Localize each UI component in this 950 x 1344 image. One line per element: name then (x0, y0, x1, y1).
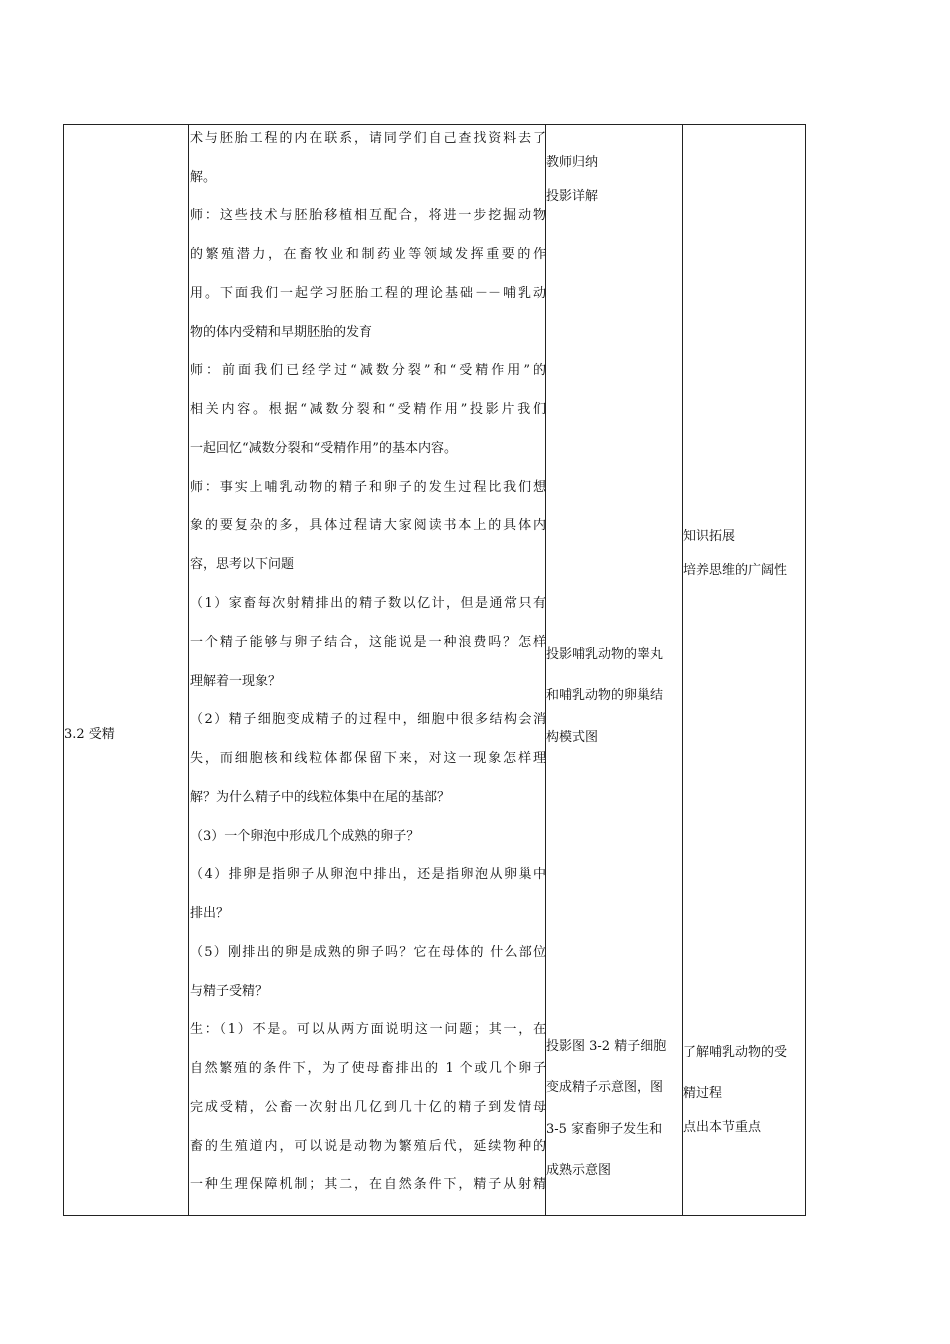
intent-line: 精过程 (683, 1086, 723, 1101)
activity-line: 投影详解 (546, 189, 599, 204)
intent-line: 培养思维的广阔性 (683, 563, 788, 578)
content-line: 理解着一现象？ (190, 674, 282, 689)
teacher-activity (546, 125, 683, 1215)
content-line: 一起回忆“减数分裂和“受精作用”的基本内容。 (190, 441, 457, 456)
content-line: 完成受精，公畜一次射出几亿到几十亿的精子到发情母 (190, 1100, 546, 1115)
content-line: 用。下面我们一起学习胚胎工程的理论基础－－哺乳动 (190, 286, 546, 301)
content-line: 一种生理保障机制；其二，在自然条件下，精子从射精 (190, 1177, 546, 1192)
content-line: 师：前面我们已经学过“减数分裂”和“受精作用”的 (190, 363, 546, 378)
content-line: 自然繁殖的条件下，为了使母畜排出的 1 个或几个卵子 (190, 1061, 546, 1076)
content-line: 的繁殖潜力，在畜牧业和制药业等领域发挥重要的作 (190, 247, 546, 262)
activity-line: 和哺乳动物的卵巢结 (546, 688, 664, 703)
activity-line: 3-5 家畜卵子发生和 (546, 1122, 663, 1137)
content-line: 排出？ (190, 906, 230, 921)
content-line: 师：事实上哺乳动物的精子和卵子的发生过程比我们想 (190, 480, 546, 495)
design-intent (683, 125, 805, 1215)
content-line: 术与胚胎工程的内在联系，请同学们自己查找资料去了 (190, 131, 546, 146)
intent-line: 知识拓展 (683, 529, 736, 544)
column-divider (188, 125, 189, 1215)
activity-line: 投影哺乳动物的睾丸 (546, 647, 664, 662)
content-line: 一个精子能够与卵子结合，这能说是一种浪费吗？怎样 (190, 635, 546, 650)
content-line: （3）一个卵泡中形成几个成熟的卵子？ (190, 829, 420, 844)
content-line: 畜的生殖道内，可以说是动物为繁殖后代，延续物种的 (190, 1139, 546, 1154)
activity-line: 变成精子示意图，图 (546, 1080, 664, 1095)
content-line: 失，而细胞核和线粒体都保留下来，对这一现象怎样理 (190, 751, 546, 766)
content-line: 生：（1）不是。可以从两方面说明这一问题；其一，在 (190, 1022, 546, 1037)
content-line: 相关内容。根据“减数分裂和“受精作用”投影片我们 (190, 402, 546, 417)
content-line: 与精子受精？ (190, 984, 269, 999)
content-line: 物的体内受精和早期胚胎的发育 (190, 325, 373, 340)
content-line: 解？为什么精子中的线粒体集中在尾的基部？ (190, 790, 451, 805)
lesson-table (63, 124, 806, 1216)
content-line: （2）精子细胞变成精子的过程中，细胞中很多结构会消 (190, 712, 546, 727)
activity-line: 构模式图 (546, 730, 599, 745)
content-line: （1）家畜每次射精排出的精子数以亿计，但是通常只有 (190, 596, 546, 611)
intent-line: 点出本节重点 (683, 1120, 762, 1135)
content-line: 容，思考以下问题 (190, 557, 295, 572)
activity-line: 教师归纳 (546, 155, 599, 170)
content-line: （5）刚排出的卵是成熟的卵子吗？它在母体的 什么部位 (190, 945, 546, 960)
content-line: 象的要复杂的多，具体过程请大家阅读书本上的具体内 (190, 518, 546, 533)
content-line: 师：这些技术与胚胎移植相互配合，将进一步挖掘动物 (190, 208, 546, 223)
intent-line: 了解哺乳动物的受 (683, 1045, 788, 1060)
content-line: 解。 (190, 170, 217, 185)
content-line: （4）排卵是指卵子从卵泡中排出，还是指卵泡从卵巢中 (190, 867, 546, 882)
activity-line: 投影图 3-2 精子细胞 (546, 1039, 667, 1054)
activity-line: 成熟示意图 (546, 1163, 612, 1178)
section-label: 3.2 受精 (64, 727, 115, 742)
